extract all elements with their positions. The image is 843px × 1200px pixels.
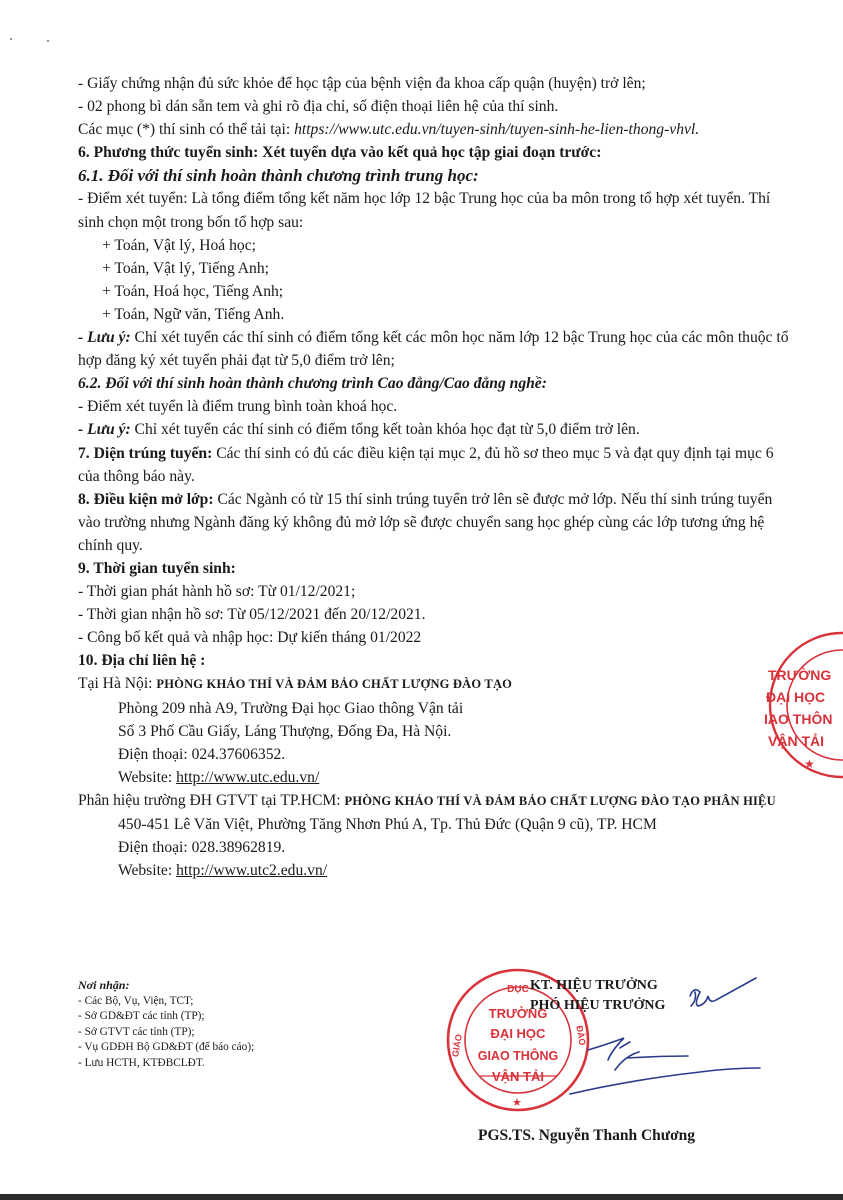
document-body — [78, 72, 796, 882]
recipient-item: - Các Bộ, Vụ, Viện, TCT; — [78, 994, 194, 1007]
section-6-1-note — [78, 326, 796, 372]
hcm-prefix: Phân hiệu trường ĐH GTVT tại TP.HCM: — [78, 791, 345, 809]
signature-subtitle: PHÓ HIỆU TRƯỞNG — [530, 998, 666, 1013]
website-line — [78, 766, 796, 789]
section-6-heading: 6. Phương thức tuyển sinh: Xét tuyển dựa vào kết quả học tập giai đoạn trước: — [78, 144, 602, 162]
download-url[interactable]: https://www.utc.edu.vn/tuyen-sinh/tuyen-sinh-he-lien-thong-vhvl. — [294, 121, 700, 139]
website-link[interactable]: http://www.utc.edu.vn/ — [176, 768, 320, 786]
subject-combo: + Toán, Vật lý, Hoá học; — [102, 236, 256, 254]
recipient-item: - Sở GD&ĐT các tỉnh (TP); — [78, 1010, 205, 1022]
section-7-text: Các thí sinh có đủ các điều kiện tại mục 2, đủ hồ sơ theo mục 5 và đạt quy định tại mục 6 của thông báo này. — [78, 444, 774, 485]
recipients-block — [78, 978, 408, 1071]
signatory-name: PGS.TS. Nguyễn Thanh Chương — [478, 1127, 696, 1144]
requirement-envelopes: - 02 phong bì dán sẵn tem và ghi rõ địa chỉ, số điện thoại liên hệ của thí sinh. — [78, 98, 559, 116]
section-6-2-text: - Điểm xét tuyển là điểm trung bình toàn khoá học. — [78, 398, 398, 416]
download-note — [78, 118, 796, 141]
section-8 — [78, 488, 796, 557]
section-7 — [78, 442, 796, 488]
seal-arc-text: GIÁO — [450, 1033, 464, 1058]
note-text: Chỉ xét tuyển các thí sinh có điểm tổng kết các môn học năm lớp 12 bậc Trung học của các môn thuộc tổ hợp đăng ký xét tuyển phải đạt từ 5,0 điểm trở lên; — [78, 329, 789, 370]
section-6-2-note — [78, 418, 796, 441]
handwritten-signature — [560, 964, 820, 1114]
recipients-title: Nơi nhận: — [78, 978, 130, 992]
phone-line: Điện thoại: 024.37606352. — [118, 745, 286, 763]
address-line: 450-451 Lê Văn Việt, Phường Tăng Nhơn Phú A, Tp. Thủ Đức (Quận 9 cũ), TP. HCM — [118, 816, 657, 833]
website-link[interactable]: http://www.utc2.edu.vn/ — [176, 862, 328, 880]
subject-combo: + Toán, Hoá học, Tiếng Anh; — [102, 282, 284, 300]
seal-text: TRƯỜNG — [768, 667, 832, 683]
section-7-label: 7. Diện trúng tuyển: — [78, 444, 213, 462]
recipient-item: - Sở GTVT các tỉnh (TP); — [78, 1025, 195, 1038]
scan-speck — [10, 38, 12, 40]
seal-star: ★ — [804, 757, 815, 771]
hanoi-prefix: Tại Hà Nội: — [78, 675, 157, 693]
section-6-2-heading: 6.2. Đối với thí sinh hoàn thành chương trình Cao đẳng/Cao đẳng nghề: — [78, 375, 547, 393]
seal-text: TRƯỜNG — [488, 1006, 548, 1021]
download-note-text: Các mục (*) thí sinh có thể tải tại: — [78, 121, 295, 139]
seal-arc-text: DỤC — [507, 984, 529, 995]
subject-combo: + Toán, Vật lý, Tiếng Anh; — [102, 259, 269, 277]
signature-title: KT. HIỆU TRƯỞNG — [530, 978, 658, 993]
page-bottom-edge — [0, 1194, 843, 1200]
schedule-item: - Thời gian phát hành hồ sơ: Từ 01/12/2021; — [78, 583, 356, 601]
scan-speck — [47, 40, 49, 42]
seal-text: GIAO THÔNG — [477, 1049, 559, 1063]
seal-text: VẬN TẢI — [768, 733, 824, 749]
seal-text: VẬN TẢI — [492, 1069, 544, 1084]
website-prefix: Website: — [118, 862, 177, 880]
schedule-item: - Thời gian nhận hồ sơ: Từ 05/12/2021 đến 20/12/2021. — [78, 606, 426, 624]
section-8-label: 8. Điều kiện mở lớp: — [78, 490, 214, 508]
section-6-1-text: - Điểm xét tuyển: Là tổng điểm tổng kết năm học lớp 12 bậc Trung học của ba môn trong tổ hợp xét tuyển. Thí sinh chọn một trong bốn tổ hợp sau: — [78, 190, 771, 231]
schedule-item: - Công bố kết quả và nhập học: Dự kiến tháng 01/2022 — [78, 629, 422, 647]
recipient-item: - Lưu HCTH, KTĐBCLĐT. — [78, 1056, 205, 1069]
section-9-heading: 9. Thời gian tuyển sinh: — [78, 559, 236, 577]
hanoi-office — [78, 672, 796, 696]
hcm-office — [78, 789, 796, 813]
subject-combo: + Toán, Ngữ văn, Tiếng Anh. — [102, 305, 285, 323]
seal-star: ★ — [512, 1097, 522, 1109]
address-line: Số 3 Phố Cầu Giấy, Láng Thượng, Đống Đa, Hà Nội. — [118, 722, 452, 740]
seal-arc-text: ĐÀO — [574, 1024, 588, 1047]
address-line: Phòng 209 nhà A9, Trường Đại học Giao thông Vận tải — [118, 699, 464, 717]
seal-text: IAO THÔN — [764, 711, 833, 727]
requirement-health: - Giấy chứng nhận đủ sức khỏe để học tập của bệnh viện đa khoa cấp quận (huyện) trở lên; — [78, 75, 646, 92]
seal-text: ĐẠI HỌC — [766, 689, 826, 705]
note-label: - Lưu ý: — [78, 421, 131, 439]
section-8-text: Các Ngành có từ 15 thí sinh trúng tuyển trở lên sẽ được mở lớp. Nếu thí sinh trúng tuyển vào trường nhưng Ngành đăng ký không đủ mở lớp sẽ được chuyển sang học ghép cùng các lớp tương ứng hệ chính quy. — [78, 490, 773, 554]
phone-line: Điện thoại: 028.38962819. — [118, 839, 286, 857]
hanoi-office-name: PHÒNG KHẢO THÍ VÀ ĐẢM BẢO CHẤT LƯỢNG ĐÀO TẠO — [156, 677, 513, 692]
note-label: - Lưu ý: — [78, 329, 131, 347]
website-line — [78, 859, 796, 882]
section-10-heading: 10. Địa chỉ liên hệ : — [78, 652, 206, 670]
hcm-office-name: PHÒNG KHẢO THÍ VÀ ĐẢM BẢO CHẤT LƯỢNG ĐÀO TẠO PHÂN HIỆU — [344, 793, 776, 808]
website-prefix: Website: — [118, 768, 177, 786]
side-seal-stamp — [760, 630, 843, 780]
seal-text: ĐẠI HỌC — [490, 1026, 546, 1041]
section-6-1-heading: 6.1. Đối với thí sinh hoàn thành chương trình trung học: — [78, 166, 479, 186]
recipient-item: - Vụ GDĐH Bộ GD&ĐT (để báo cáo); — [78, 1041, 255, 1053]
note-text: Chỉ xét tuyển các thí sinh có điểm tổng kết toàn khóa học đạt từ 5,0 điểm trở lên. — [130, 421, 640, 439]
